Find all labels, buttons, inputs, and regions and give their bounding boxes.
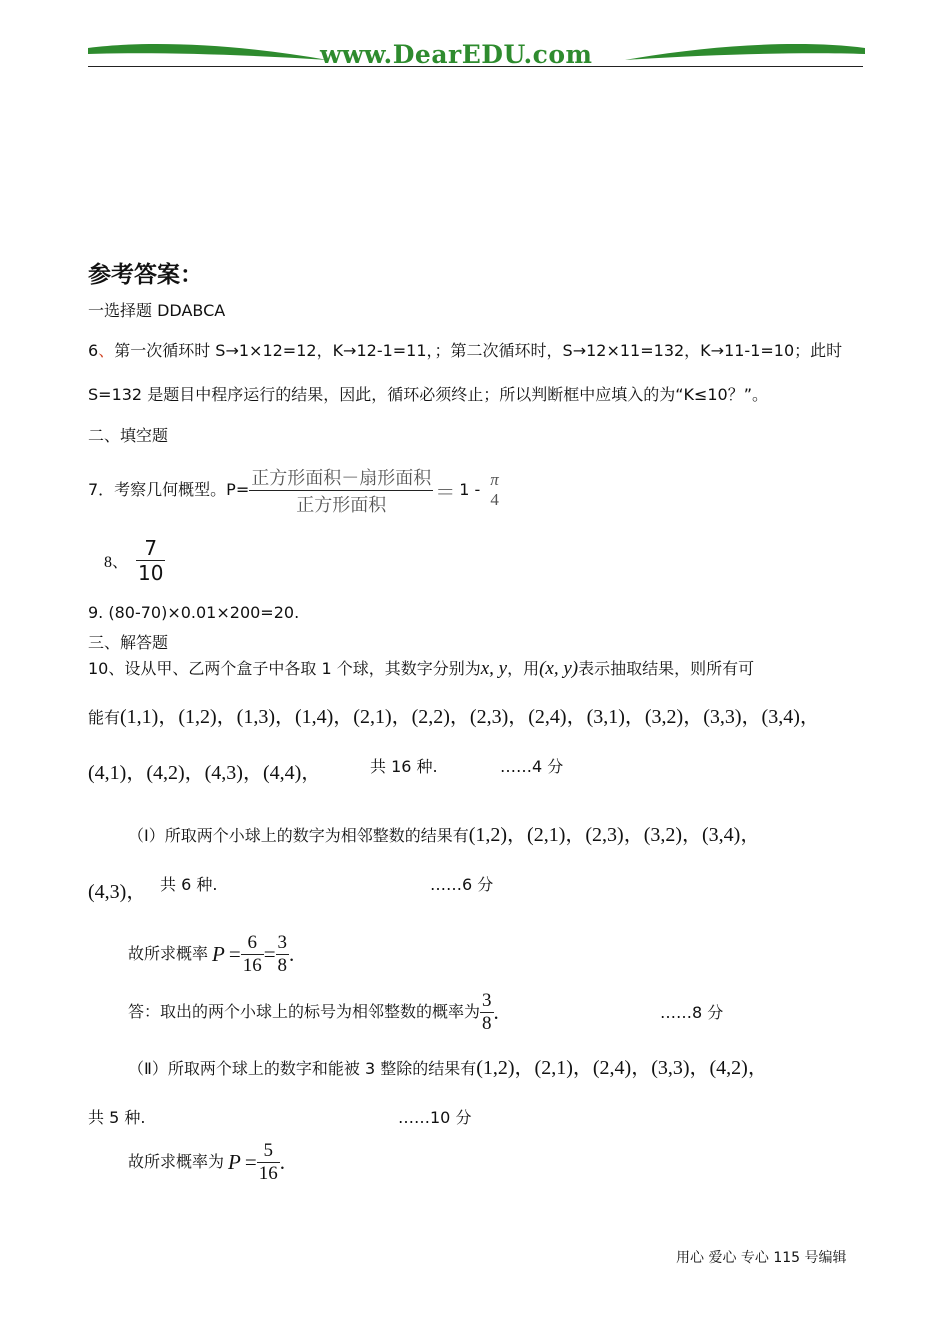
q10-possible-prefix: 能有 <box>88 708 121 727</box>
section-choice-answers: 一选择题 DDABCA <box>88 301 226 320</box>
p2-den: 16 <box>258 1162 278 1184</box>
q8-numerator: 7 <box>144 535 158 560</box>
q6-line1 <box>88 341 842 361</box>
p1-eq: = <box>228 941 241 966</box>
score-8: ……8 分 <box>660 1003 724 1022</box>
p1-eq2: = <box>263 941 276 966</box>
p2-var: P <box>228 1149 241 1174</box>
score-6: ……6 分 <box>430 875 494 894</box>
section-fill-blank: 二、填空题 <box>88 426 169 445</box>
part1-results-row1: (1,2)，(2,1)，(2,3)，(3,2)，(3,4)， <box>468 824 761 846</box>
part2-line1 <box>128 1051 768 1080</box>
page-footer: 用心 爱心 专心 115 号编辑 <box>676 1250 847 1266</box>
part1-answer <box>128 984 499 1040</box>
q6-line2: S=132 是题目中程序运行的结果，因此，循环必须终止；所以判断框中应填入的为“K≤10？”。 <box>88 385 769 404</box>
q10-line1 <box>88 659 754 679</box>
q7-one-minus: 1 - <box>459 480 481 499</box>
p1-frac1-den: 16 <box>242 954 262 976</box>
p1-var: P <box>212 941 225 966</box>
pi-symbol: π <box>490 470 499 489</box>
part1-line1 <box>128 818 760 847</box>
q6-line1-text: 第一次循环时 S→1×12=12，K→12-1=11，；第二次循环时，S→12×11=132，K→11-1=10；此时 <box>114 341 843 360</box>
p2-prefix: 故所求概率为 <box>128 1152 225 1171</box>
score-4: ……4 分 <box>500 757 564 776</box>
answer-fraction <box>480 990 494 1035</box>
q10-line3 <box>88 756 321 785</box>
q10-use: ，用 <box>507 659 540 678</box>
part2-probability <box>128 1134 285 1190</box>
q10-xy: x, y <box>480 658 508 679</box>
q8-prefix: 8、 <box>104 553 129 571</box>
site-logo: www.DearEDU.com <box>320 40 593 69</box>
q7-denominator: 正方形面积 <box>249 490 433 517</box>
score-10: ……10 分 <box>398 1108 472 1127</box>
p1-frac2 <box>276 932 290 977</box>
q7-pi-over-4 <box>488 470 501 510</box>
p2-period: . <box>279 1149 285 1174</box>
part1-line2 <box>88 875 146 904</box>
p2-num: 5 <box>263 1139 273 1161</box>
q7-fraction <box>249 464 433 517</box>
answer-period: . <box>493 999 499 1024</box>
q7-numerator: 正方形面积－扇形面积 <box>251 467 432 488</box>
p1-frac1-num: 6 <box>247 931 257 953</box>
answer-num: 3 <box>482 989 492 1011</box>
header-swoosh-left <box>88 40 328 68</box>
q10-intro-end: 表示抽取结果，则所有可 <box>578 659 755 678</box>
answer-title: 参考答案： <box>88 262 203 288</box>
p2-eq: = <box>244 1149 257 1174</box>
part1-probability <box>128 926 294 982</box>
answer-den: 8 <box>482 1012 492 1034</box>
section-solutions: 三、解答题 <box>88 633 169 652</box>
part1-results-row2: (4,3)， <box>88 881 147 903</box>
q10-results-row1: (1,1)，(1,2)，(1,3)，(1,4)，(2,1)，(2,2)，(2,3)，(2,4)，(3,1)，(3,2)，(3,3)，(3,4)， <box>120 706 820 728</box>
part1-total: 共 6 种. <box>160 875 218 894</box>
p1-frac2-den: 8 <box>277 954 288 976</box>
answer-text: 答：取出的两个小球上的标号为相邻整数的概率为 <box>128 1002 481 1021</box>
q6-separator: 、 <box>98 341 115 360</box>
header-rule <box>88 66 863 67</box>
part1-intro: （Ⅰ）所取两个小球上的数字为相邻整数的结果有 <box>128 826 469 845</box>
q10-intro: 10、设从甲、乙两个盒子中各取 1 个球，其数字分别为 <box>88 659 481 678</box>
q8-fraction <box>136 536 165 585</box>
p1-prefix: 故所求概率 <box>128 944 209 963</box>
q10-pair: (x, y) <box>539 658 579 679</box>
part2-intro: （Ⅱ）所取两个球上的数字和能被 3 整除的结果有 <box>128 1059 477 1078</box>
q10-total: 共 16 种. <box>370 757 438 776</box>
q7-four: 4 <box>490 490 499 509</box>
p2-fraction <box>257 1140 280 1185</box>
q7-line <box>88 462 501 518</box>
header-swoosh-right <box>625 40 865 68</box>
p1-period: . <box>289 941 295 966</box>
q10-results-row2: (4,1)，(4,2)，(4,3)，(4,4)， <box>88 762 322 784</box>
part2-total: 共 5 种. <box>88 1108 146 1127</box>
p1-frac1 <box>241 932 264 977</box>
q10-line2 <box>88 700 820 729</box>
q7-equals: ＝ <box>435 481 456 504</box>
q8-line <box>104 532 165 588</box>
q9-line: 9. (80-70)×0.01×200=20. <box>88 603 300 622</box>
part2-results: (1,2)，(2,1)，(2,4)，(3,3)，(4,2)， <box>476 1057 768 1079</box>
p1-frac2-num: 3 <box>277 931 288 953</box>
q7-prefix: 7．考察几何概型。P= <box>88 480 250 499</box>
q8-denominator: 10 <box>138 560 164 585</box>
q6-number: 6 <box>88 341 99 360</box>
